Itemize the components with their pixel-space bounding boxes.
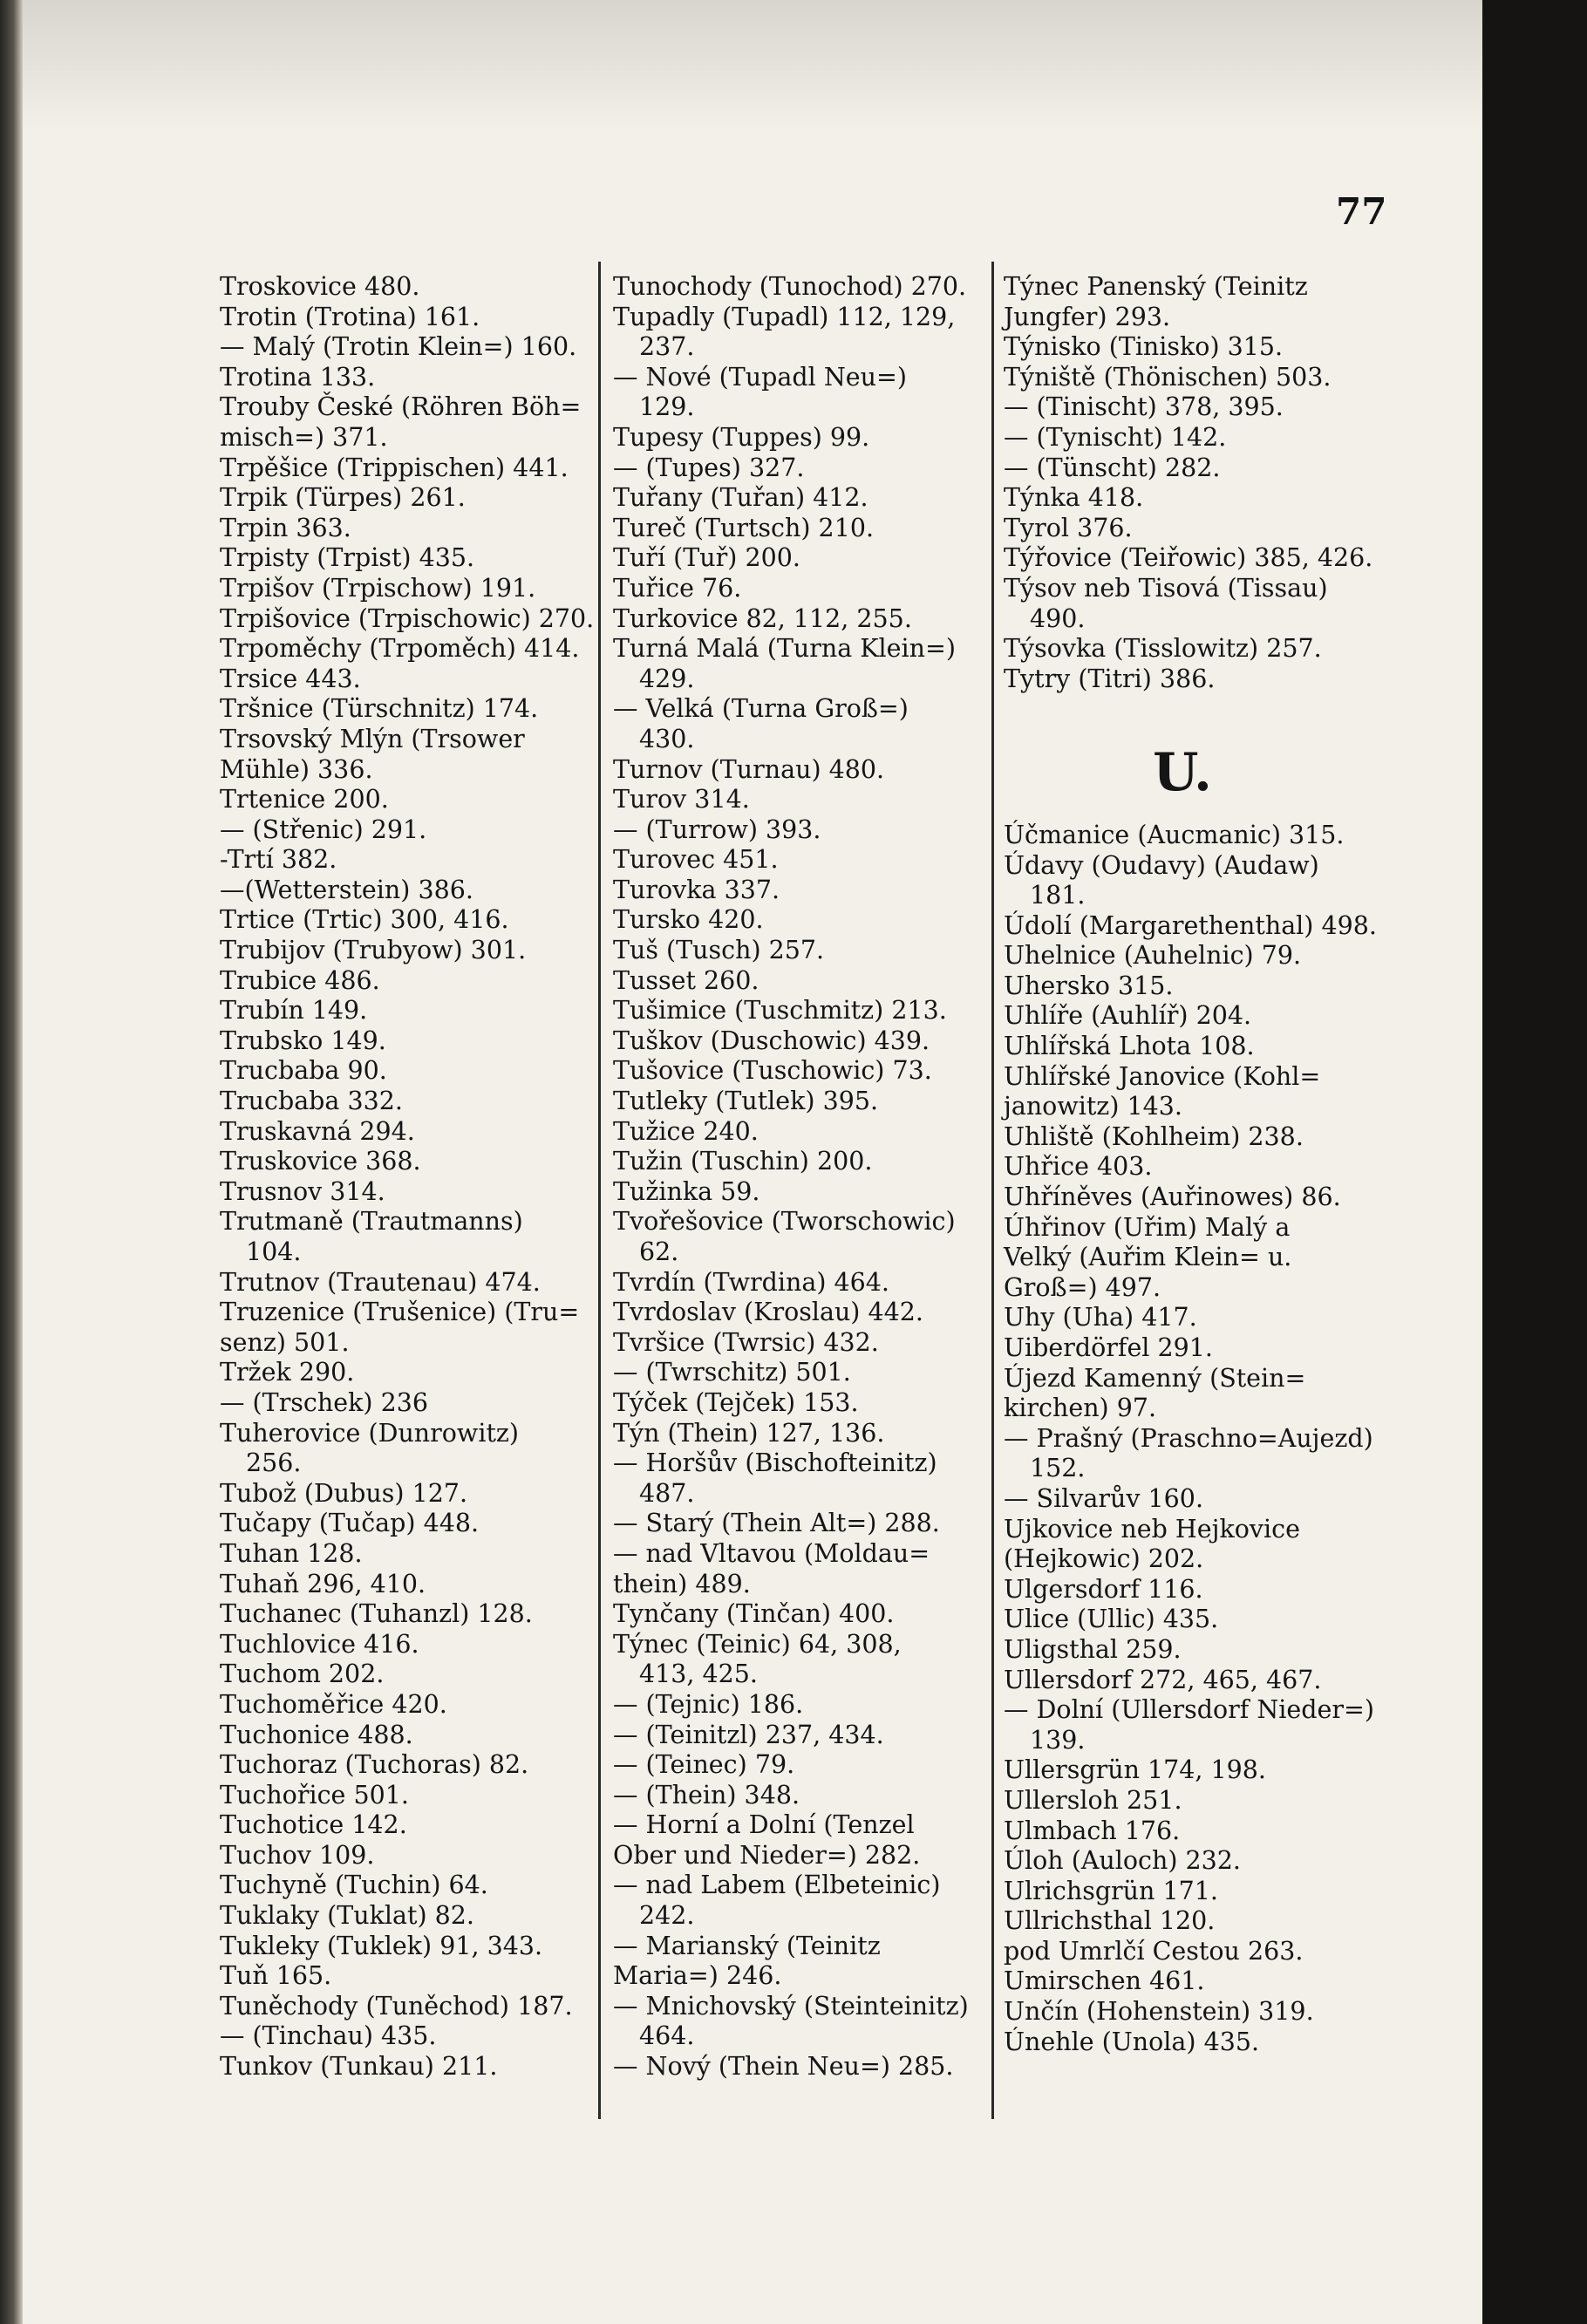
index-entry: Ullersloh 251. bbox=[1004, 1785, 1182, 1815]
index-entry: Tužinka 59. bbox=[613, 1176, 760, 1206]
index-entry: 429. bbox=[639, 664, 695, 693]
index-entry: Trpišovice (Trpischowic) 270. bbox=[220, 603, 595, 633]
index-entry: Tupadly (Tupadl) 112, 129, bbox=[613, 302, 956, 331]
index-entry: Týček (Tejček) 153. bbox=[613, 1387, 859, 1417]
index-entry: Trpěšice (Trippischen) 441. bbox=[220, 453, 569, 482]
index-entry: Uhlířská Lhota 108. bbox=[1004, 1032, 1255, 1061]
index-entry: Trsovský Mlýn (Trsower bbox=[220, 724, 525, 753]
index-column-1 bbox=[220, 272, 595, 2082]
index-entry: Tuřice 76. bbox=[613, 573, 742, 603]
index-entry: Tuchyně (Tuchin) 64. bbox=[220, 1871, 488, 1900]
index-entry: Tvrdín (Twrdina) 464. bbox=[613, 1267, 889, 1297]
index-entry: Tytry (Titri) 386. bbox=[1004, 664, 1216, 693]
index-entry: Týsovka (Tisslowitz) 257. bbox=[1004, 634, 1322, 664]
index-entry: Uhliště (Kohlheim) 238. bbox=[1004, 1121, 1304, 1151]
index-entry: Tynčany (Tinčan) 400. bbox=[613, 1599, 895, 1629]
index-column-3 bbox=[1004, 272, 1379, 2057]
index-entry: Tuškov (Duschowic) 439. bbox=[613, 1026, 930, 1055]
index-entry: Týnisko (Tinisko) 315. bbox=[1004, 332, 1284, 362]
index-entry: Úhřinov (Uřim) Malý a bbox=[1004, 1212, 1291, 1242]
index-entry: Turovec 451. bbox=[613, 845, 779, 875]
index-entry: Tursko 420. bbox=[613, 905, 764, 935]
index-entry: (Hejkowic) 202. bbox=[1004, 1544, 1204, 1574]
index-entry: Trutmaně (Trautmanns) bbox=[220, 1207, 523, 1237]
index-entry: —(Wetterstein) 386. bbox=[220, 875, 473, 904]
index-entry: — (Střenic) 291. bbox=[220, 814, 427, 844]
index-entry: — Mnichovský (Steinteinitz) bbox=[613, 1991, 969, 2021]
index-entry: Tuš (Tusch) 257. bbox=[613, 936, 825, 965]
index-entry: Truskavná 294. bbox=[220, 1116, 415, 1146]
index-entry: — Horšův (Bischofteinitz) bbox=[613, 1448, 937, 1478]
index-entry: Ujkovice neb Hejkovice bbox=[1004, 1514, 1300, 1544]
index-entry: 256. bbox=[246, 1448, 302, 1478]
index-entry: Unčín (Hohenstein) 319. bbox=[1004, 1997, 1314, 2027]
index-column-2 bbox=[613, 272, 979, 2082]
scan-shadow-top bbox=[0, 0, 1482, 131]
index-entry: — Prašný (Praschno=Aujezd) bbox=[1004, 1423, 1373, 1453]
index-entry: Údavy (Oudavy) (Audaw) bbox=[1004, 850, 1319, 880]
index-entry: Tunochody (Tunochod) 270. bbox=[613, 272, 967, 301]
index-entry: Trotin (Trotina) 161. bbox=[220, 302, 480, 331]
index-entry: Ober und Nieder=) 282. bbox=[613, 1840, 921, 1870]
index-entry: Týnec Panenský (Teinitz bbox=[1004, 272, 1308, 301]
index-entry: — Marianský (Teinitz bbox=[613, 1931, 881, 1960]
index-entry: Uhy (Uha) 417. bbox=[1004, 1303, 1197, 1332]
index-entry: 430. bbox=[639, 724, 695, 753]
index-entry: Tureč (Turtsch) 210. bbox=[613, 513, 875, 542]
index-entry: — Nový (Thein Neu=) 285. bbox=[613, 2052, 954, 2082]
index-entry: — (Turrow) 393. bbox=[613, 814, 821, 844]
index-entry: 413, 425. bbox=[639, 1660, 758, 1689]
index-entry: Trpisty (Trpist) 435. bbox=[220, 543, 475, 573]
index-entry: Tuň 165. bbox=[220, 1961, 332, 1991]
index-entry: Ullersgrün 174, 198. bbox=[1004, 1755, 1266, 1785]
index-entry: 490. bbox=[1030, 603, 1086, 633]
index-entry: pod Umrlčí Cestou 263. bbox=[1004, 1936, 1304, 1966]
index-entry: Mühle) 336. bbox=[220, 754, 373, 784]
index-entry: Ulmbach 176. bbox=[1004, 1816, 1181, 1845]
index-entry: Uiberdörfel 291. bbox=[1004, 1333, 1213, 1362]
index-entry: 62. bbox=[639, 1237, 679, 1266]
index-entry: Tužice 240. bbox=[613, 1116, 759, 1146]
index-entry: Tukleky (Tuklek) 91, 343. bbox=[220, 1931, 543, 1960]
index-entry: Trpišov (Trpischow) 191. bbox=[220, 573, 536, 603]
section-heading: U. bbox=[1153, 741, 1212, 803]
index-entry: Týsov neb Tisová (Tissau) bbox=[1004, 573, 1328, 603]
index-entry: Tuchlovice 416. bbox=[220, 1629, 419, 1659]
index-entry: Tučapy (Tučap) 448. bbox=[220, 1509, 480, 1538]
index-entry: — Horní a Dolní (Tenzel bbox=[613, 1810, 915, 1840]
index-entry: — Dolní (Ullersdorf Nieder=) bbox=[1004, 1695, 1374, 1725]
index-entry: Tržek 290. bbox=[220, 1358, 355, 1387]
index-entry: Ullersdorf 272, 465, 467. bbox=[1004, 1665, 1322, 1694]
index-entry: Tuchořice 501. bbox=[220, 1780, 409, 1809]
index-entry: — (Tupes) 327. bbox=[613, 453, 805, 482]
index-entry: 139. bbox=[1030, 1725, 1086, 1755]
index-entry: Uhříněves (Auřinowes) 86. bbox=[1004, 1182, 1341, 1212]
index-entry: Uhelnice (Auhelnic) 79. bbox=[1004, 941, 1302, 971]
index-entry: Uhersko 315. bbox=[1004, 971, 1174, 1000]
index-entry: kirchen) 97. bbox=[1004, 1394, 1157, 1423]
index-entry: 464. bbox=[639, 2021, 695, 2051]
index-entry: Ulgersdorf 116. bbox=[1004, 1574, 1203, 1604]
index-entry: Úloh (Auloch) 232. bbox=[1004, 1846, 1241, 1876]
index-entry: Týniště (Thönischen) 503. bbox=[1004, 362, 1332, 392]
index-entry: Tuřany (Tuřan) 412. bbox=[613, 483, 868, 513]
index-entry: Trotina 133. bbox=[220, 362, 376, 392]
index-entry: Trubín 149. bbox=[220, 996, 368, 1026]
index-entry: Truzenice (Trušenice) (Tru= bbox=[220, 1298, 580, 1327]
index-entry: Týnka 418. bbox=[1004, 483, 1144, 513]
index-entry: Týnec (Teinic) 64, 308, bbox=[613, 1629, 902, 1659]
index-entry: Trusnov 314. bbox=[220, 1176, 385, 1206]
index-entry: 104. bbox=[246, 1237, 302, 1266]
index-entry: 181. bbox=[1030, 881, 1086, 910]
index-entry: Velký (Auřim Klein= u. bbox=[1004, 1243, 1292, 1272]
index-entry: Údolí (Margarethenthal) 498. bbox=[1004, 910, 1377, 940]
index-entry: Uligsthal 259. bbox=[1004, 1634, 1182, 1664]
index-entry: Maria=) 246. bbox=[613, 1961, 782, 1991]
index-entry: 129. bbox=[639, 392, 695, 422]
index-entry: Újezd Kamenný (Stein= bbox=[1004, 1363, 1306, 1393]
index-entry: Tusset 260. bbox=[613, 965, 759, 995]
index-entry: — (Trschek) 236 bbox=[220, 1387, 428, 1417]
index-entry: Trubsko 149. bbox=[220, 1026, 386, 1055]
index-entry: Jungfer) 293. bbox=[1004, 302, 1171, 331]
index-entry: 237. bbox=[639, 332, 695, 362]
section-spacer bbox=[1004, 694, 1379, 725]
index-entry: — nad Labem (Elbeteinic) bbox=[613, 1871, 941, 1900]
index-entry: Tuří (Tuř) 200. bbox=[613, 543, 800, 573]
index-entry: Trucbaba 332. bbox=[220, 1087, 403, 1116]
index-entry: Tušimice (Tuschmitz) 213. bbox=[613, 996, 947, 1026]
index-entry: Tupesy (Tuppes) 99. bbox=[613, 422, 870, 452]
index-entry: Trutnov (Trautenau) 474. bbox=[220, 1267, 541, 1297]
index-entry: Účmanice (Aucmanic) 315. bbox=[1004, 820, 1345, 849]
index-entry: — (Twrschitz) 501. bbox=[613, 1358, 851, 1387]
index-entry: Trtenice 200. bbox=[220, 785, 389, 814]
index-entry: Trubijov (Trubyow) 301. bbox=[220, 936, 527, 965]
index-entry: Tuherovice (Dunrowitz) bbox=[220, 1418, 520, 1448]
index-entry: Trsice 443. bbox=[220, 664, 361, 693]
index-entry: Tuhan 128. bbox=[220, 1538, 363, 1568]
index-entry: — Silvarův 160. bbox=[1004, 1483, 1204, 1513]
index-entry: Tužin (Tuschin) 200. bbox=[613, 1147, 873, 1176]
index-entry: — nad Vltavou (Moldau= bbox=[613, 1538, 930, 1568]
index-entry: Tuchotice 142. bbox=[220, 1810, 407, 1840]
index-entry: Ulrichsgrün 171. bbox=[1004, 1876, 1218, 1905]
column-divider bbox=[991, 262, 994, 2119]
index-entry: Turná Malá (Turna Klein=) bbox=[613, 634, 956, 664]
index-entry: Troskovice 480. bbox=[220, 272, 420, 301]
index-entry: Tunkov (Tunkau) 211. bbox=[220, 2052, 498, 2082]
index-entry: Truskovice 368. bbox=[220, 1147, 421, 1176]
index-entry: Trpik (Türpes) 261. bbox=[220, 483, 466, 513]
index-entry: Groß=) 497. bbox=[1004, 1272, 1161, 1302]
index-entry: — (Tejnic) 186. bbox=[613, 1689, 804, 1719]
index-entry: Tuchoměřice 420. bbox=[220, 1689, 447, 1719]
index-entry: senz) 501. bbox=[220, 1327, 350, 1357]
index-entry: — (Tünscht) 282. bbox=[1004, 453, 1221, 482]
page-number: 77 bbox=[1336, 190, 1387, 233]
index-entry: Tuchov 109. bbox=[220, 1840, 375, 1870]
index-entry: Turnov (Turnau) 480. bbox=[613, 754, 885, 784]
index-entry: misch=) 371. bbox=[220, 422, 388, 452]
index-entry: janowitz) 143. bbox=[1004, 1092, 1182, 1121]
index-entry: Trtice (Trtic) 300, 416. bbox=[220, 905, 509, 935]
index-entry: Tvršice (Twrsic) 432. bbox=[613, 1327, 879, 1357]
index-entry: 152. bbox=[1030, 1454, 1086, 1483]
index-entry: Tutleky (Tutlek) 395. bbox=[613, 1087, 879, 1116]
index-entry: Ullrichsthal 120. bbox=[1004, 1906, 1216, 1936]
index-entry: Tyrol 376. bbox=[1004, 513, 1133, 542]
index-entry: — Nové (Tupadl Neu=) bbox=[613, 362, 907, 392]
index-entry: Trpoměchy (Trpoměch) 414. bbox=[220, 634, 580, 664]
index-entry: Trpin 363. bbox=[220, 513, 351, 542]
index-entry: Tuchonice 488. bbox=[220, 1720, 413, 1749]
index-entry: thein) 489. bbox=[613, 1569, 751, 1598]
index-entry: Tubož (Dubus) 127. bbox=[220, 1478, 468, 1508]
column-divider bbox=[598, 262, 601, 2119]
index-entry: -Trtí 382. bbox=[220, 845, 337, 875]
index-entry: 487. bbox=[639, 1478, 695, 1508]
index-entry: — Starý (Thein Alt=) 288. bbox=[613, 1509, 940, 1538]
index-entry: — (Tinchau) 435. bbox=[220, 2021, 437, 2051]
index-entry: Tuchoraz (Tuchoras) 82. bbox=[220, 1750, 529, 1780]
index-entry: Turovka 337. bbox=[613, 875, 780, 904]
index-entry: Uhlířské Janovice (Kohl= bbox=[1004, 1061, 1321, 1091]
index-entry: — (Teinitzl) 237, 434. bbox=[613, 1720, 884, 1749]
scan-edge-right bbox=[1482, 0, 1587, 2324]
scan-edge-left bbox=[0, 0, 23, 2324]
index-entry: Uhřice 403. bbox=[1004, 1152, 1153, 1182]
index-entry: Tvrdoslav (Kroslau) 442. bbox=[613, 1298, 923, 1327]
index-entry: Tuhaň 296, 410. bbox=[220, 1569, 426, 1598]
index-entry: Tršnice (Türschnitz) 174. bbox=[220, 694, 539, 724]
index-entry: Týřovice (Teiřowic) 385, 426. bbox=[1004, 543, 1373, 573]
index-entry: Ulice (Ullic) 435. bbox=[1004, 1605, 1219, 1634]
index-entry: Uhlíře (Auhlíř) 204. bbox=[1004, 1001, 1252, 1031]
index-entry: Turkovice 82, 112, 255. bbox=[613, 603, 912, 633]
index-entry: Turov 314. bbox=[613, 785, 750, 814]
index-entry: Tuklaky (Tuklat) 82. bbox=[220, 1901, 474, 1931]
index-entry: Tuchanec (Tuhanzl) 128. bbox=[220, 1599, 533, 1629]
index-entry: Trubice 486. bbox=[220, 965, 380, 995]
index-entry: — Velká (Turna Groß=) bbox=[613, 694, 909, 724]
index-entry: — (Tynischt) 142. bbox=[1004, 422, 1227, 452]
index-entry: Trucbaba 90. bbox=[220, 1056, 387, 1086]
index-entry: — Malý (Trotin Klein=) 160. bbox=[220, 332, 577, 362]
index-entry: Tvořešovice (Tworschowic) bbox=[613, 1207, 956, 1237]
index-entry: Trouby České (Röhren Böh= bbox=[220, 392, 582, 422]
index-entry: — (Tinischt) 378, 395. bbox=[1004, 392, 1284, 422]
index-entry: Týn (Thein) 127, 136. bbox=[613, 1418, 885, 1448]
index-entry: Umirschen 461. bbox=[1004, 1966, 1205, 1996]
index-entry: — (Teinec) 79. bbox=[613, 1750, 795, 1780]
index-entry: Tuchom 202. bbox=[220, 1660, 385, 1689]
index-entry: 242. bbox=[639, 1901, 695, 1931]
index-entry: Únehle (Unola) 435. bbox=[1004, 2027, 1260, 2056]
index-entry: — (Thein) 348. bbox=[613, 1780, 800, 1809]
index-entry: Tuněchody (Tuněchod) 187. bbox=[220, 1991, 573, 2021]
index-entry: Tušovice (Tuschowic) 73. bbox=[613, 1056, 932, 1086]
